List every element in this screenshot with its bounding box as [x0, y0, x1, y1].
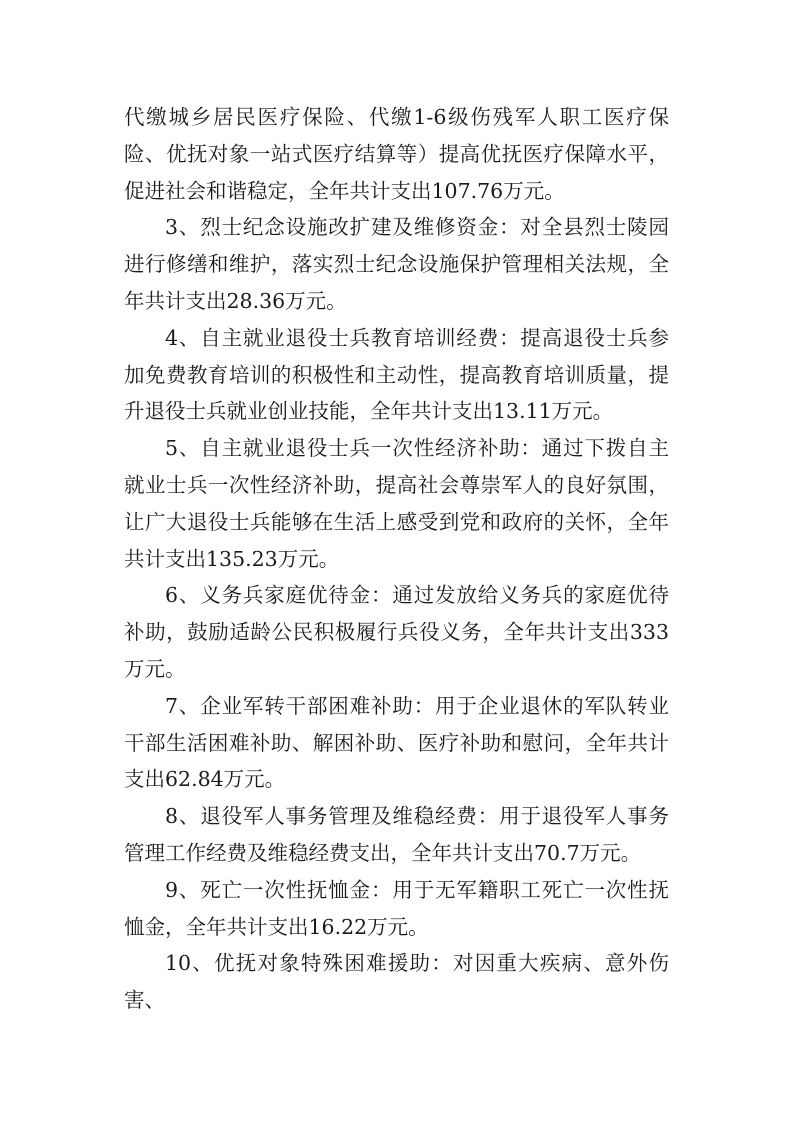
paragraph-item-9: 9、死亡一次性抚恤金：用于无军籍职工死亡一次性抚恤金，全年共计支出16.22万元。: [124, 877, 669, 939]
paragraph-continuation: 代缴城乡居民医疗保险、代缴1-6级伤残军人职工医疗保险、优抚对象一站式医疗结算等）提高优抚医疗保障水平，促进社会和谐稳定，全年共计支出107.76万元。: [124, 105, 669, 203]
paragraph-item-8: 8、退役军人事务管理及维稳经费：用于退役军人事务管理工作经费及维稳经费支出，全年共计支出70.7万元。: [124, 804, 669, 865]
paragraph-item-6: 6、义务兵家庭优待金：通过发放给义务兵的家庭优待补助，鼓励适龄公民积极履行兵役义务，全年共计支出333万元。: [124, 583, 669, 681]
paragraph-item-4: 4、自主就业退役士兵教育培训经费：提高退役士兵参加免费教育培训的积极性和主动性，提高教育培训质量，提升退役士兵就业创业技能，全年共计支出13.11万元。: [124, 325, 669, 424]
paragraph-item-5: 5、自主就业退役士兵一次性经济补助：通过下拨自主就业士兵一次性经济补助，提高社会尊崇军人的良好氛围，让广大退役士兵能够在生活上感受到党和政府的关怀，全年共计支出135.23万元。: [124, 436, 669, 571]
paragraph-item-7: 7、企业军转干部困难补助：用于企业退休的军队转业干部生活困难补助、解困补助、医疗补助和慰问，全年共计支出62.84万元。: [124, 693, 669, 792]
paragraph-item-3: 3、烈士纪念设施改扩建及维修资金：对全县烈士陵园进行修缮和维护，落实烈士纪念设施保护管理相关法规，全年共计支出28.36万元。: [124, 215, 669, 313]
paragraph-item-10: 10、优抚对象特殊困难援助：对因重大疾病、意外伤害、: [124, 951, 669, 1013]
document-body: [124, 99, 669, 1019]
